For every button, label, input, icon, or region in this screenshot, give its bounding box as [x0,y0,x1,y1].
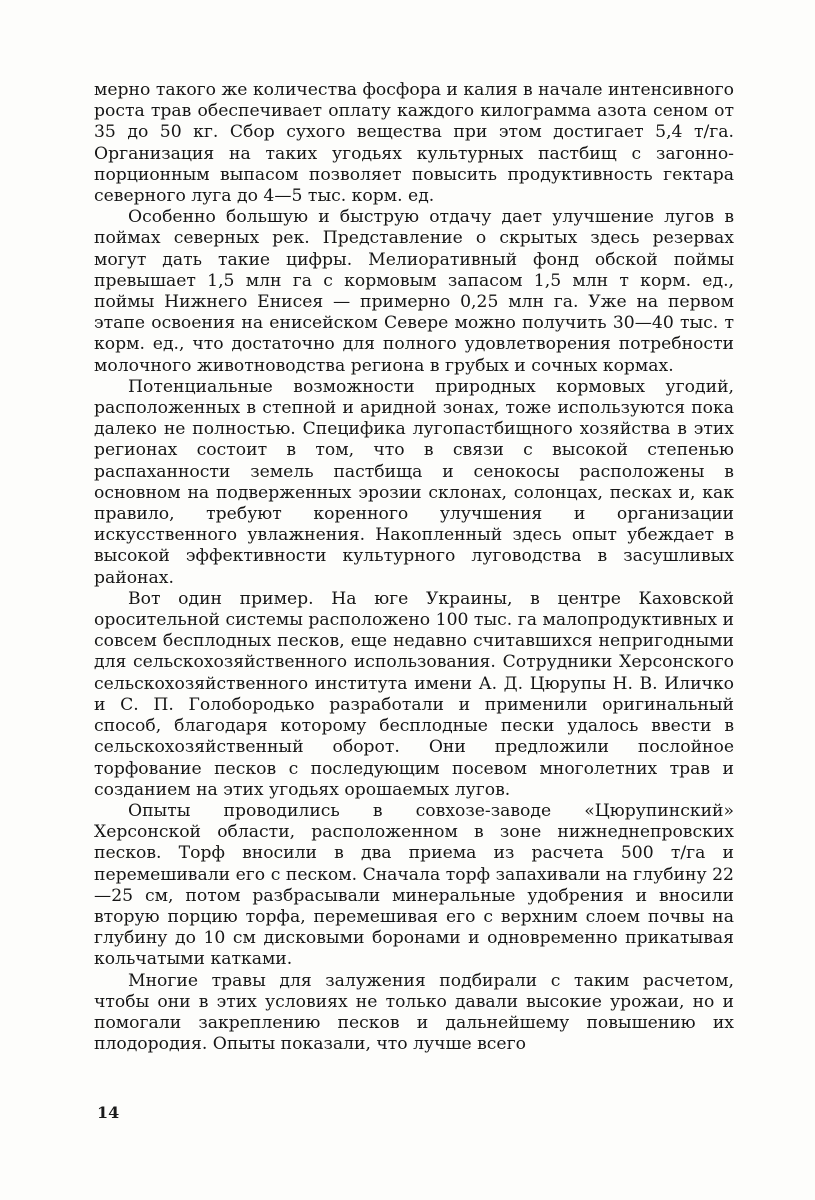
paragraph-1: мерно такого же количества фосфора и калия в начале интенсивного роста трав обеспечивает оплату каждого килограмма азота сеном от 35 до 50 кг. Сбор сухого вещества при этом достигает 5,4 т/га. Организация на таких угодьях культурных пастбищ с загонно-порционным выпасом позволяет повысить продуктивность гектара северного луга до 4—5 тыс. корм. ед. [94,80,734,207]
paragraph-5: Опыты проводились в совхозе-заводе «Цюрупинский» Херсонской области, расположенном в зоне нижнеднепровских песков. Торф вносили в два приема из расчета 500 т/га и перемешивали его с песком. Сначала торф запахивали на глубину 22—25 см, потом разбрасывали минеральные удобрения и вносили вторую порцию торфа, перемешивая его с верхним слоем почвы на глубину до 10 см дисковыми боронами и одновременно прикатывая кольчатыми катками. [94,800,734,970]
paragraph-4: Вот один пример. На юге Украины, в центре Каховской оросительной системы расположено 100 тыс. га малопродуктивных и совсем бесплодных песков, еще недавно считавшихся непригодными для сельскохозяйственного использования. Сотрудники Херсонского сельскохозяйственного института имени А. Д. Цюрупы Н. В. Иличко и С. П. Голобородько разработали и применили оригинальный способ, благодаря которому бесплодные пески удалось ввести в сельскохозяйственный оборот. Они предложили послойное торфование песков с последующим посевом многолетних трав и созданием на этих угодьях орошаемых лугов. [94,588,734,800]
page-number: 14 [97,1103,120,1122]
paragraph-6: Многие травы для залужения подбирали с таким расчетом, чтобы они в этих условиях не только давали высокие урожаи, но и помогали закреплению песков и дальнейшему повышению их плодородия. Опыты показали, что лучше всего [94,970,734,1055]
paragraph-3: Потенциальные возможности природных кормовых угодий, расположенных в степной и аридной зонах, тоже используются пока далеко не полностью. Специфика лугопастбищного хозяйства в этих регионах состоит в том, что в связи с высокой степенью распаханности земель пастбища и сенокосы расположены в основном на подверженных эрозии склонах, солонцах, песках и, как правило, требуют коренного улучшения и организации искусственного увлажнения. Накопленный здесь опыт убеждает в высокой эффективности культурного луговодства в засушливых районах. [94,376,734,588]
paragraph-2: Особенно большую и быструю отдачу дает улучшение лугов в поймах северных рек. Представление о скрытых здесь резервах могут дать такие цифры. Мелиоративный фонд обской поймы превышает 1,5 млн га с кормовым запасом 1,5 млн т корм. ед., поймы Нижнего Енисея — примерно 0,25 млн га. Уже на первом этапе освоения на енисейском Севере можно получить 30—40 тыс. т корм. ед., что достаточно для полного удовлетворения потребности молочного животноводства региона в грубых и сочных кормах. [94,207,734,376]
body-text [94,80,734,1055]
